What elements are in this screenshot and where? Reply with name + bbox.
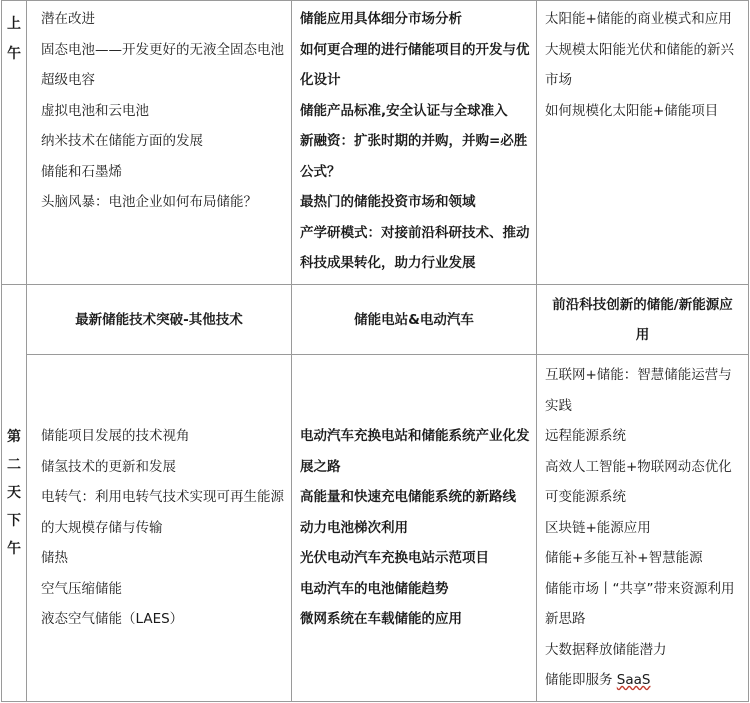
afternoon-label-char: 天: [7, 485, 21, 501]
list-item: 高效人工智能+物联网动态优化可变能源系统: [545, 458, 732, 505]
afternoon-label-cell: [2, 285, 27, 702]
list-item: 大规模太阳能光伏和储能的新兴市场: [545, 41, 734, 88]
list-item: 太阳能+储能的商业模式和应用: [545, 11, 732, 27]
column-header-other-tech: 最新储能技术突破-其他技术: [27, 285, 292, 355]
list-item: 纳米技术在储能方面的发展: [41, 133, 203, 149]
list-item: 产学研模式：对接前沿科研技术、推动科技成果转化，助力行业发展: [300, 224, 530, 271]
afternoon-label-char: 第: [7, 429, 21, 445]
list-item: 电转气：利用电转气技术实现可再生能源的大规模存储与传输: [41, 489, 284, 536]
morning-col3: [537, 1, 749, 285]
list-item: 虚拟电池和云电池: [41, 102, 149, 119]
morning-label-char: 午: [7, 46, 21, 62]
afternoon-row: [2, 355, 749, 702]
list-item: 储热: [41, 550, 68, 567]
list-item: 光伏电动汽车充换电站示范项目: [300, 550, 489, 567]
list-item: 电动汽车的电池储能趋势: [300, 580, 449, 597]
list-item: [545, 665, 742, 696]
list-item: 高能量和快速充电储能系统的新路线: [300, 489, 516, 506]
list-item: 如何规模化太阳能+储能项目: [545, 102, 719, 119]
list-item: 储能和石墨烯: [41, 163, 122, 180]
list-item: 动力电池梯次利用: [300, 519, 408, 536]
list-item: 储能市场丨“共享”带来资源利用新思路: [545, 580, 735, 627]
list-item: 储能产品标准,安全认证与全球准入: [300, 102, 508, 119]
afternoon-col1: [27, 355, 292, 702]
list-item: 空气压缩储能: [41, 580, 122, 597]
morning-col1: [27, 1, 292, 285]
list-item: 大数据释放储能潜力: [545, 641, 667, 658]
list-item: 固态电池——开发更好的无液全固态电池: [41, 41, 284, 58]
list-item: 潜在改进: [41, 11, 95, 27]
saas-term: SaaS: [616, 672, 651, 688]
list-item: 超级电容: [41, 72, 95, 88]
list-item: 如何更合理的进行储能项目的开发与优化设计: [300, 41, 530, 88]
column-header-frontier-tech: 前沿科技创新的储能/新能源应用: [537, 285, 749, 355]
list-item: 储能应用具体细分市场分析: [300, 11, 462, 27]
list-item: 互联网+储能：智慧储能运营与实践: [545, 367, 732, 414]
morning-row: [2, 1, 749, 285]
morning-label-cell: [2, 1, 27, 285]
list-item: 电动汽车充换电站和储能系统产业化发展之路: [300, 428, 530, 475]
list-item: 新融资：扩张时期的并购，并购=必胜公式？: [300, 133, 528, 180]
list-item: 储能+多能互补+智慧能源: [545, 550, 703, 566]
list-item: 头脑风暴：电池企业如何布局储能？: [41, 194, 257, 210]
afternoon-label-char: 午: [7, 541, 21, 557]
afternoon-col2: [292, 355, 537, 702]
afternoon-label-char: 下: [7, 513, 21, 529]
schedule-table: [1, 0, 749, 702]
list-item: 最热门的储能投资市场和领域: [300, 194, 476, 210]
morning-col2: [292, 1, 537, 285]
afternoon-label-char: 二: [7, 457, 21, 473]
saas-prefix: 储能即服务: [545, 672, 617, 688]
list-item: 远程能源系统: [545, 428, 626, 444]
list-item: 液态空气储能（LAES）: [41, 611, 184, 628]
list-item: 储能项目发展的技术视角: [41, 428, 190, 445]
list-item: 微网系统在车载储能的应用: [300, 611, 462, 628]
afternoon-header-row: [2, 285, 749, 355]
list-item: 储氢技术的更新和发展: [41, 458, 176, 475]
column-header-storage-ev: 储能电站&电动汽车: [292, 285, 537, 355]
list-item: 区块链+能源应用: [545, 519, 651, 536]
morning-label-char: 上: [7, 16, 21, 32]
afternoon-col3: [537, 355, 749, 702]
